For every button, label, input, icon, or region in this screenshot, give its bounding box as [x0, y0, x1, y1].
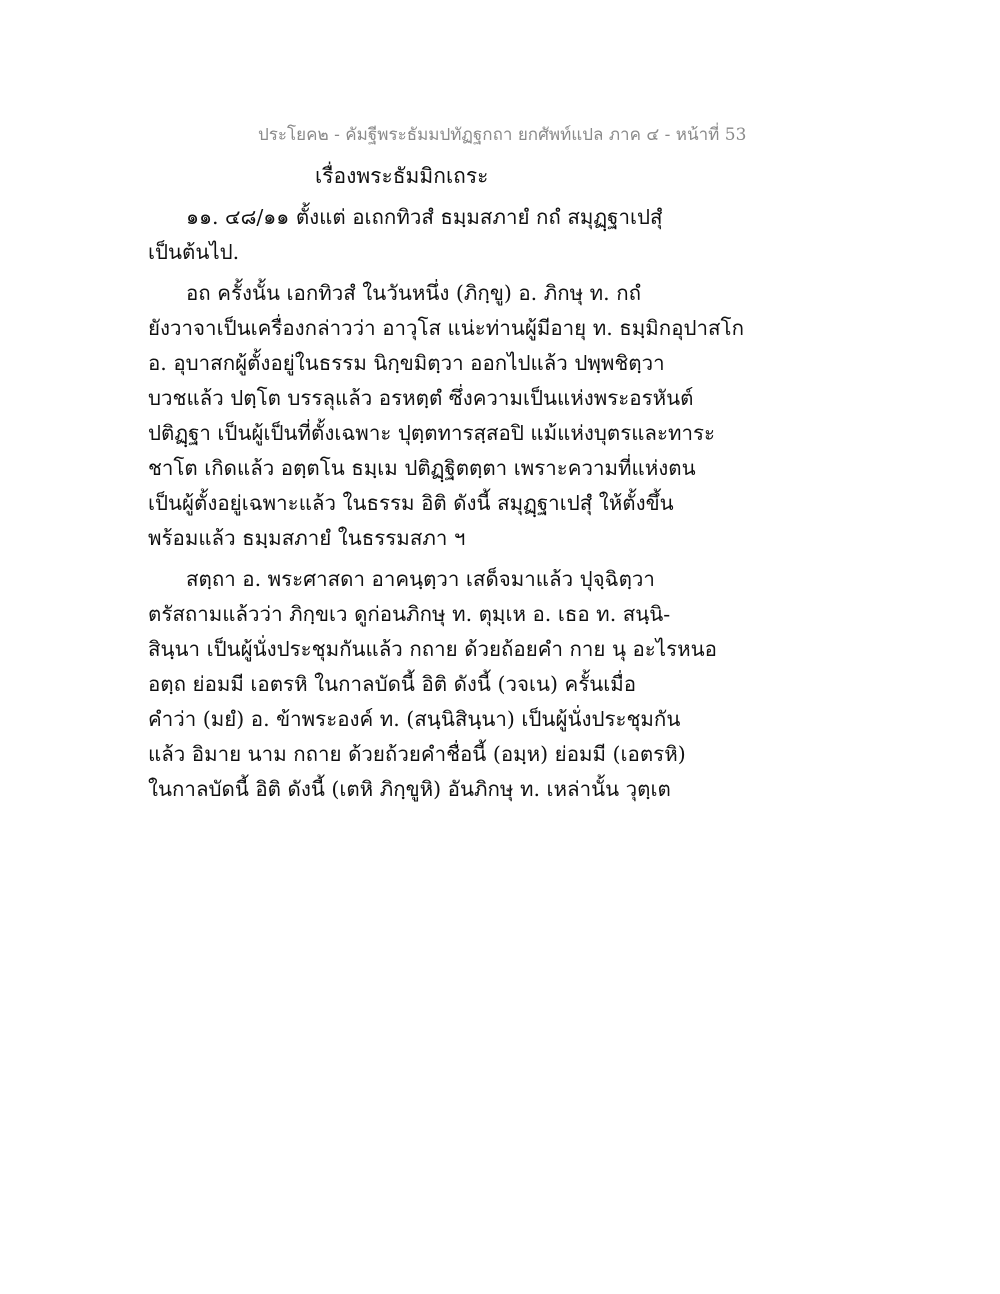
text-line: ๑๑. ๔๘/๑๑ ตั้งแต่ อเถกทิวสํ ธมฺมสภายํ กถํ สมุฏฺฐาเปสุํ	[186, 205, 663, 229]
text-line: ชาโต เกิดแล้ว อตฺตโน ธมฺเม ปติฏฺฐิตตฺตา เพราะความที่แห่งตน	[148, 456, 696, 480]
text-line: สินฺนา เป็นผู้นั่งประชุมกันแล้ว กถาย ด้วยถ้อยคำ กาย นุ อะไรหนอ	[148, 637, 717, 661]
text-line: สตฺถา อ. พระศาสดา อาคนฺตฺวา เสด็จมาแล้ว ปุจฺฉิตฺวา	[186, 567, 655, 591]
text-line: อตฺถ ย่อมมี เอตรหิ ในกาลบัดนี้ อิติ ดังนี้ (วจเน) ครั้นเมื่อ	[148, 672, 637, 696]
story-title: เรื่องพระธัมมิกเถระ	[315, 164, 489, 188]
text-line: ปติฏฺฐา เป็นผู้เป็นที่ตั้งเฉพาะ ปุตฺตทารสฺสอปิ แม้แห่งบุตรและทาระ	[148, 421, 716, 445]
text-line: ในกาลบัดนี้ อิติ ดังนี้ (เตหิ ภิกฺขูหิ) อันภิกษุ ท. เหล่านั้น วุตฺเต	[148, 777, 671, 801]
text-line: อถ ครั้งนั้น เอกทิวสํ ในวันหนึ่ง (ภิกฺขู) อ. ภิกษุ ท. กถํ	[186, 281, 642, 305]
text-line: เป็นผู้ตั้งอยู่เฉพาะแล้ว ในธรรม อิติ ดังนี้ สมุฏฺฐาเปสุํ ให้ตั้งขึ้น	[148, 491, 674, 515]
body-text	[148, 200, 744, 807]
text-line: พร้อมแล้ว ธมฺมสภายํ ในธรรมสภา ฯ	[148, 526, 466, 550]
text-line: อ. อุบาสกผู้ตั้งอยู่ในธรรม นิกฺขมิตฺวา ออกไปแล้ว ปพฺพชิตฺวา	[148, 351, 665, 375]
text-line: ตรัสถามแล้วว่า ภิกฺขเว ดูก่อนภิกษุ ท. ตุมฺเห อ. เธอ ท. สนฺนิ-	[148, 602, 671, 626]
running-header: ประโยค๒ - คัมฐีพระธัมมปทัฏฐกถา ยกศัพท์แปล ภาค ๔ - หน้าที่ 53	[258, 125, 747, 145]
text-line: ยังวาจาเป็นเครื่องกล่าวว่า อาวุโส แน่ะท่านผู้มีอายุ ท. ธมฺมิกอุปาสโก	[148, 316, 744, 340]
text-line: เป็นต้นไป.	[148, 240, 240, 264]
text-line: บวชแล้ว ปตฺโต บรรลุแล้ว อรหตฺตํ ซึ่งความเป็นแห่งพระอรหันต์	[148, 386, 694, 410]
text-line: แล้ว อิมาย นาม กถาย ด้วยถ้วยคำชื่อนี้ (อมฺห) ย่อมมี (เอตรหิ)	[148, 742, 686, 766]
text-line: คำว่า (มยํ) อ. ข้าพระองค์ ท. (สนฺนิสินฺนา) เป็นผู้นั่งประชุมกัน	[148, 707, 681, 731]
